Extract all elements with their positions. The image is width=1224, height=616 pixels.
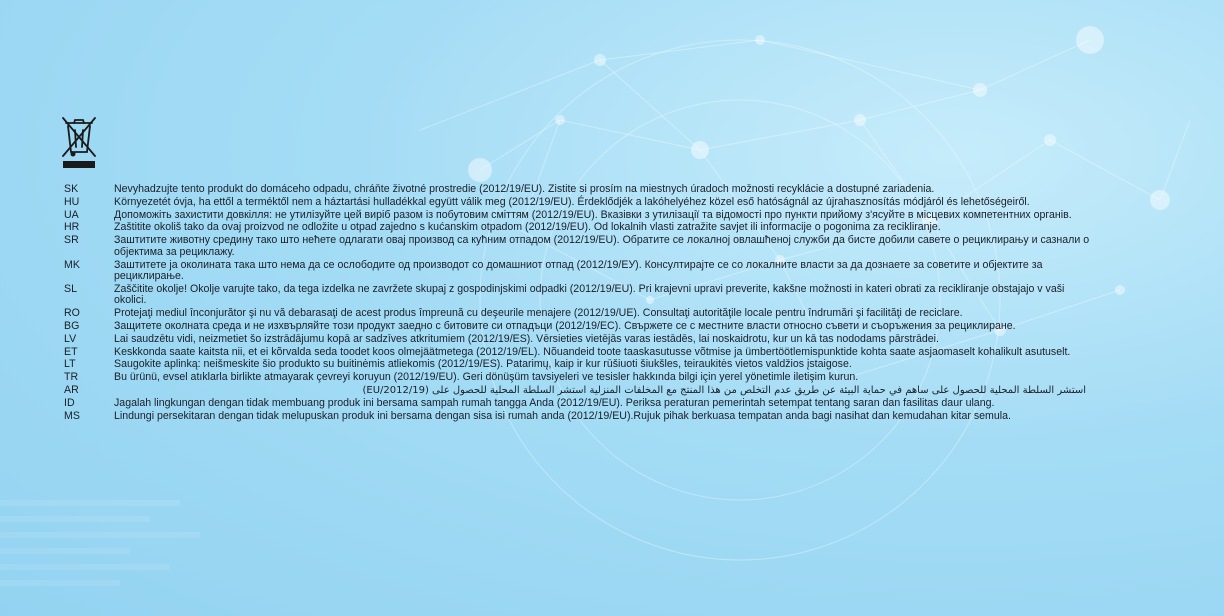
language-code: HU bbox=[64, 195, 80, 208]
notice-entry-lt bbox=[64, 359, 1094, 371]
language-code: SL bbox=[64, 282, 77, 295]
notice-text: Protejaţi mediul înconjurător şi nu vă debarasaţi de acest produs împreună cu deşeurile menajere (2012/19/UE). Consultaţi autorităţile locale pentru îndrumări şi facilităţi de reciclare. bbox=[114, 307, 963, 320]
notice-entry-lv bbox=[64, 334, 1094, 346]
language-code: MK bbox=[64, 258, 80, 271]
notice-text: Saugokite aplinką: neišmeskite šio produkto su buitinėmis atliekomis (2012/19/ES). Patarimų, kaip ir kur rūšiuoti šiukšles, teiraukitės vietos valdžios įstaigose. bbox=[114, 358, 852, 371]
notice-text: Заштитете ја околината така што нема да се ослободите од производот со домашниот отпад (2012/19/ЕУ). Консултирајте се со локалните власти за да дознаете за советите и објектите за рециклирање. bbox=[114, 258, 1043, 283]
notice-text: Zaščitite okolje! Okolje varujte tako, da tega izdelka ne zavržete skupaj z gospodinjskimi odpadki (2012/19/EU). Pri krajevni upravi preverite, kakšne možnosti in kateri obrati za recikliranje obstajajo v vaši okolici. bbox=[114, 282, 1065, 307]
language-code: RO bbox=[64, 307, 80, 320]
notice-entry-hu bbox=[64, 197, 1094, 209]
notice-entry-bg bbox=[64, 321, 1094, 333]
notice-entry-ro bbox=[64, 308, 1094, 320]
notice-entry-sk bbox=[64, 184, 1094, 196]
notice-text: Допоможіть захистити довкілля: не утилізуйте цей виріб разом із побутовим сміттям (2012/19/EU). Вказівки з утилізації та відомості про пункти прийому з'ясуйте в місцевих компетентних органів. bbox=[114, 208, 1072, 221]
notice-entry-ar bbox=[64, 385, 1094, 397]
notice-text: Bu ürünü, evsel atıklarla birlikte atmayarak çevreyi koruyun (2012/19/EU). Geri dönüşüm tavsiyeleri ve tesisler hakkında bilgi için yerel yönetimle iletişim kurun. bbox=[114, 371, 859, 384]
language-code: LT bbox=[64, 358, 76, 371]
notice-text: Keskkonda saate kaitsta nii, et ei kõrvalda seda toodet koos olmejäätmetega (2012/19/EL). Nõuandeid toote taaskasutusse võtmise ja ümbertöötlemispunktide kohta saate asjaomaselt kohalikult asutuselt. bbox=[114, 345, 1071, 358]
notice-entry-ua bbox=[64, 210, 1094, 222]
language-code: UA bbox=[64, 208, 79, 221]
language-code: SK bbox=[64, 183, 79, 195]
language-code: BG bbox=[64, 320, 80, 333]
language-code: TR bbox=[64, 371, 79, 384]
notice-text: Nevyhadzujte tento produkt do domáceho odpadu, chráňte životné prostredie (2012/19/EU). Zistite si prosím na miestnych úradoch možnosti recyklácie a dostupné zariadenia. bbox=[114, 183, 935, 195]
notice-text: Заштитите животну средину тако што нећете одлагати овај производ са кућним отпадом (2012/19/EU). Обратите се локалној овлашћеној служби да бисте добили савете о рециклирању и сазнали о објектима за рециклажу. bbox=[114, 234, 1090, 258]
language-code: AR bbox=[64, 383, 79, 396]
crossed-out-wheelie-bin-icon bbox=[60, 116, 98, 170]
notice-entry-sl bbox=[64, 284, 1094, 307]
notice-entry-id bbox=[64, 398, 1094, 410]
language-code: HR bbox=[64, 221, 80, 234]
notice-text: Lindungi persekitaran dengan tidak melupuskan produk ini bersama dengan sisa isi rumah anda (2012/19/EU).Rujuk pihak berkuasa tempatan anda bagi nasihat dan kemudahan kitar semula. bbox=[114, 409, 1011, 422]
language-code: MS bbox=[64, 409, 80, 422]
language-code: ID bbox=[64, 396, 75, 409]
notice-text: استشر السلطة المحلية للحصول على ساهم في حماية البيئة عن طريق عدم التخلص من هذا المنتج مع المخلفات المنزلية استشر السلطة المحلية للحصول على (2012/19/EU) bbox=[362, 384, 1086, 396]
language-code: ET bbox=[64, 345, 78, 358]
notice-text: Защитете околната среда и не изхвърляйте този продукт заедно с битовите си отпадъци (2012/19/ЕС). Свържете се с местните власти относно съвети и съоръжения за рециклиране. bbox=[114, 320, 1016, 333]
language-code: SR bbox=[64, 234, 79, 247]
notice-entry-et bbox=[64, 347, 1094, 359]
recycling-notice-list bbox=[64, 184, 1094, 423]
notice-text: Lai saudzētu vidi, neizmetiet šo izstrādājumu kopā ar sadzīves atkritumiem (2012/19/ES). Vērsieties vietējās varas iestādēs, lai noskaidrotu, kur un kā tas nododams pārstrādei. bbox=[114, 332, 939, 345]
notice-text: Zaštitite okoliš tako da ovaj proizvod ne odložite u otpad zajedno s kućanskim otpadom (2012/19/EU). Od lokalnih vlasti zatražite savjet ili informacije o pogonima za recikliranje. bbox=[114, 221, 941, 234]
notice-text: Jagalah lingkungan dengan tidak membuang produk ini bersama sampah rumah tangga Anda (2012/19/EU). Periksa peraturan pemerintah setempat tentang saran dan fasilitas daur ulang. bbox=[114, 396, 995, 409]
notice-entry-tr bbox=[64, 372, 1094, 384]
notice-entry-ms bbox=[64, 411, 1094, 423]
notice-entry-mk bbox=[64, 260, 1094, 283]
notice-entry-hr bbox=[64, 222, 1094, 234]
language-code: LV bbox=[64, 332, 77, 345]
notice-entry-sr bbox=[64, 235, 1094, 258]
notice-text: Környezetét óvja, ha ettől a terméktől nem a háztartási hulladékkal együtt válik meg (2012/19/EU). Érdeklődjék a lakóhelyéhez közel eső hatóságnál az újrahasznosítás módjáról és lehetőségeiről. bbox=[114, 195, 1030, 208]
